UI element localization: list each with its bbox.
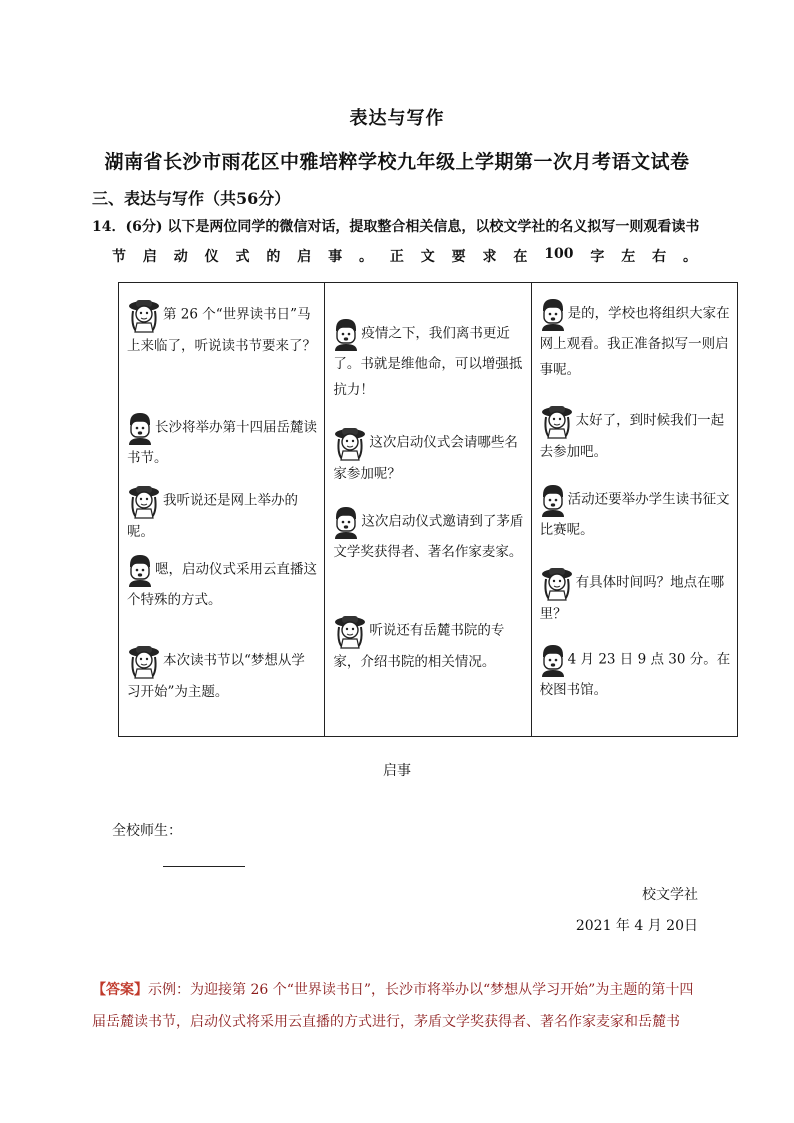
question-line-2-char: 的 [266,249,281,265]
question-line-2-char: 求 [482,249,497,265]
boy-avatar-icon [333,505,359,539]
chat-message-text: 疫情之下，我们离书更近了。书就是维他命，可以增强抵抗力！ [333,325,523,398]
chat-message [127,483,318,545]
question-line-2-char: 启 [297,249,312,265]
question-line-2-char: 节 [112,249,126,265]
title-blank-line [163,866,245,867]
boy-avatar-icon [127,553,153,587]
chat-message [127,643,318,705]
girl-avatar-icon [127,297,161,333]
answer-text: 示例：为迎接第 26 个“世界读书日”，长沙市将举办以“梦想从学习开始”为主题的第十四届岳麓读书节，启动仪式将采用云直播的方式进行，茅盾文学奖获得者、著名作家麦家和岳麓书 [92,982,694,1030]
girl-avatar-icon [540,565,574,601]
answer-block [92,974,702,1038]
chat-message-text: 这次启动仪式邀请到了茅盾文学奖获得者、著名作家麦家。 [333,513,524,560]
notice-date: 2021 年 4 月 20日 [575,918,698,934]
answer-tag: 【答案】 [92,982,148,998]
question-line-2-char: 要 [451,249,466,265]
chat-message [540,643,731,703]
question-line-2-char: 仪 [204,249,219,265]
chat-column-1 [119,283,325,736]
chat-message-text: 4 月 23 日 9 点 30 分。在校图书馆。 [539,651,731,698]
chat-message [333,317,524,403]
question-line-2-char: 在 [513,249,528,265]
chat-message [540,565,731,627]
chat-message [540,483,731,543]
chat-message-text: 听说还有岳麓书院的专家，介绍书院的相关情况。 [333,622,505,670]
chat-message-text: 我听说还是网上举办的呢。 [127,492,298,540]
question-line-2-char: 100 [544,246,574,262]
chat-column-2 [325,283,531,736]
page-title: 表达与写作 [349,108,445,129]
question-line-2-char: 事 [328,249,343,265]
question-line-2-char: 。 [682,249,697,265]
girl-avatar-icon [333,613,367,649]
chat-message [127,411,318,471]
question-line-1: 14．(6分) 以下是两位同学的微信对话，提取整合相关信息，以校文学社的名义拟写一则观看读书 [92,219,700,235]
section-heading: 三、表达与写作（共56分） [92,189,291,208]
boy-avatar-icon [127,411,153,445]
question-line-2-char: 右 [652,249,667,265]
girl-avatar-icon [540,403,574,439]
chat-message-text: 本次读书节以“梦想从学习开始”为主题。 [127,652,305,700]
notice-caption: 启事 [383,763,411,779]
chat-message [540,403,731,465]
question-line-2-char: 。 [359,249,373,265]
question-line-2-char: 启 [142,249,157,265]
chat-message-text: 长沙将举办第十四届岳麓读书节。 [127,419,317,466]
question-line-2 [112,246,697,266]
girl-avatar-icon [127,483,161,519]
question-line-2-char: 文 [420,249,435,265]
chat-table [118,282,738,737]
notice-greeting: 全校师生： [112,823,182,839]
chat-message [333,505,524,565]
girl-avatar-icon [333,425,367,461]
notice-signer: 校文学社 [642,887,698,903]
chat-message-text: 第 26 个“世界读书日”马上来临了，听说读书节要来了？ [127,306,316,354]
chat-message [127,553,318,613]
boy-avatar-icon [333,317,359,351]
question-line-2-char: 动 [173,249,188,265]
chat-message-text: 活动还要举办学生读书征文比赛呢。 [539,491,730,538]
boy-avatar-icon [540,297,566,331]
exam-title: 湖南省长沙市雨花区中雅培粹学校九年级上学期第一次月考语文试卷 [104,151,690,173]
chat-message-text: 是的，学校也将组织大家在网上观看。我正准备拟写一则启事呢。 [539,305,730,378]
question-line-2-char: 正 [389,249,404,265]
question-line-2-char: 式 [235,249,250,265]
chat-message [540,297,731,383]
boy-avatar-icon [540,643,566,677]
question-line-2-char: 字 [590,249,605,265]
chat-message-text: 这次启动仪式会请哪些名家参加呢？ [333,434,518,482]
chat-message-text: 太好了，到时候我们一起去参加吧。 [539,412,725,460]
chat-message [127,297,318,359]
chat-message-text: 嗯，启动仪式采用云直播这个特殊的方式。 [127,561,317,608]
girl-avatar-icon [127,643,161,679]
boy-avatar-icon [540,483,566,517]
chat-message [333,425,524,487]
chat-message-text: 有具体时间吗？地点在哪里？ [539,574,725,622]
question-line-2-char: 左 [621,249,636,265]
chat-message [333,613,524,675]
chat-column-3 [532,283,737,736]
